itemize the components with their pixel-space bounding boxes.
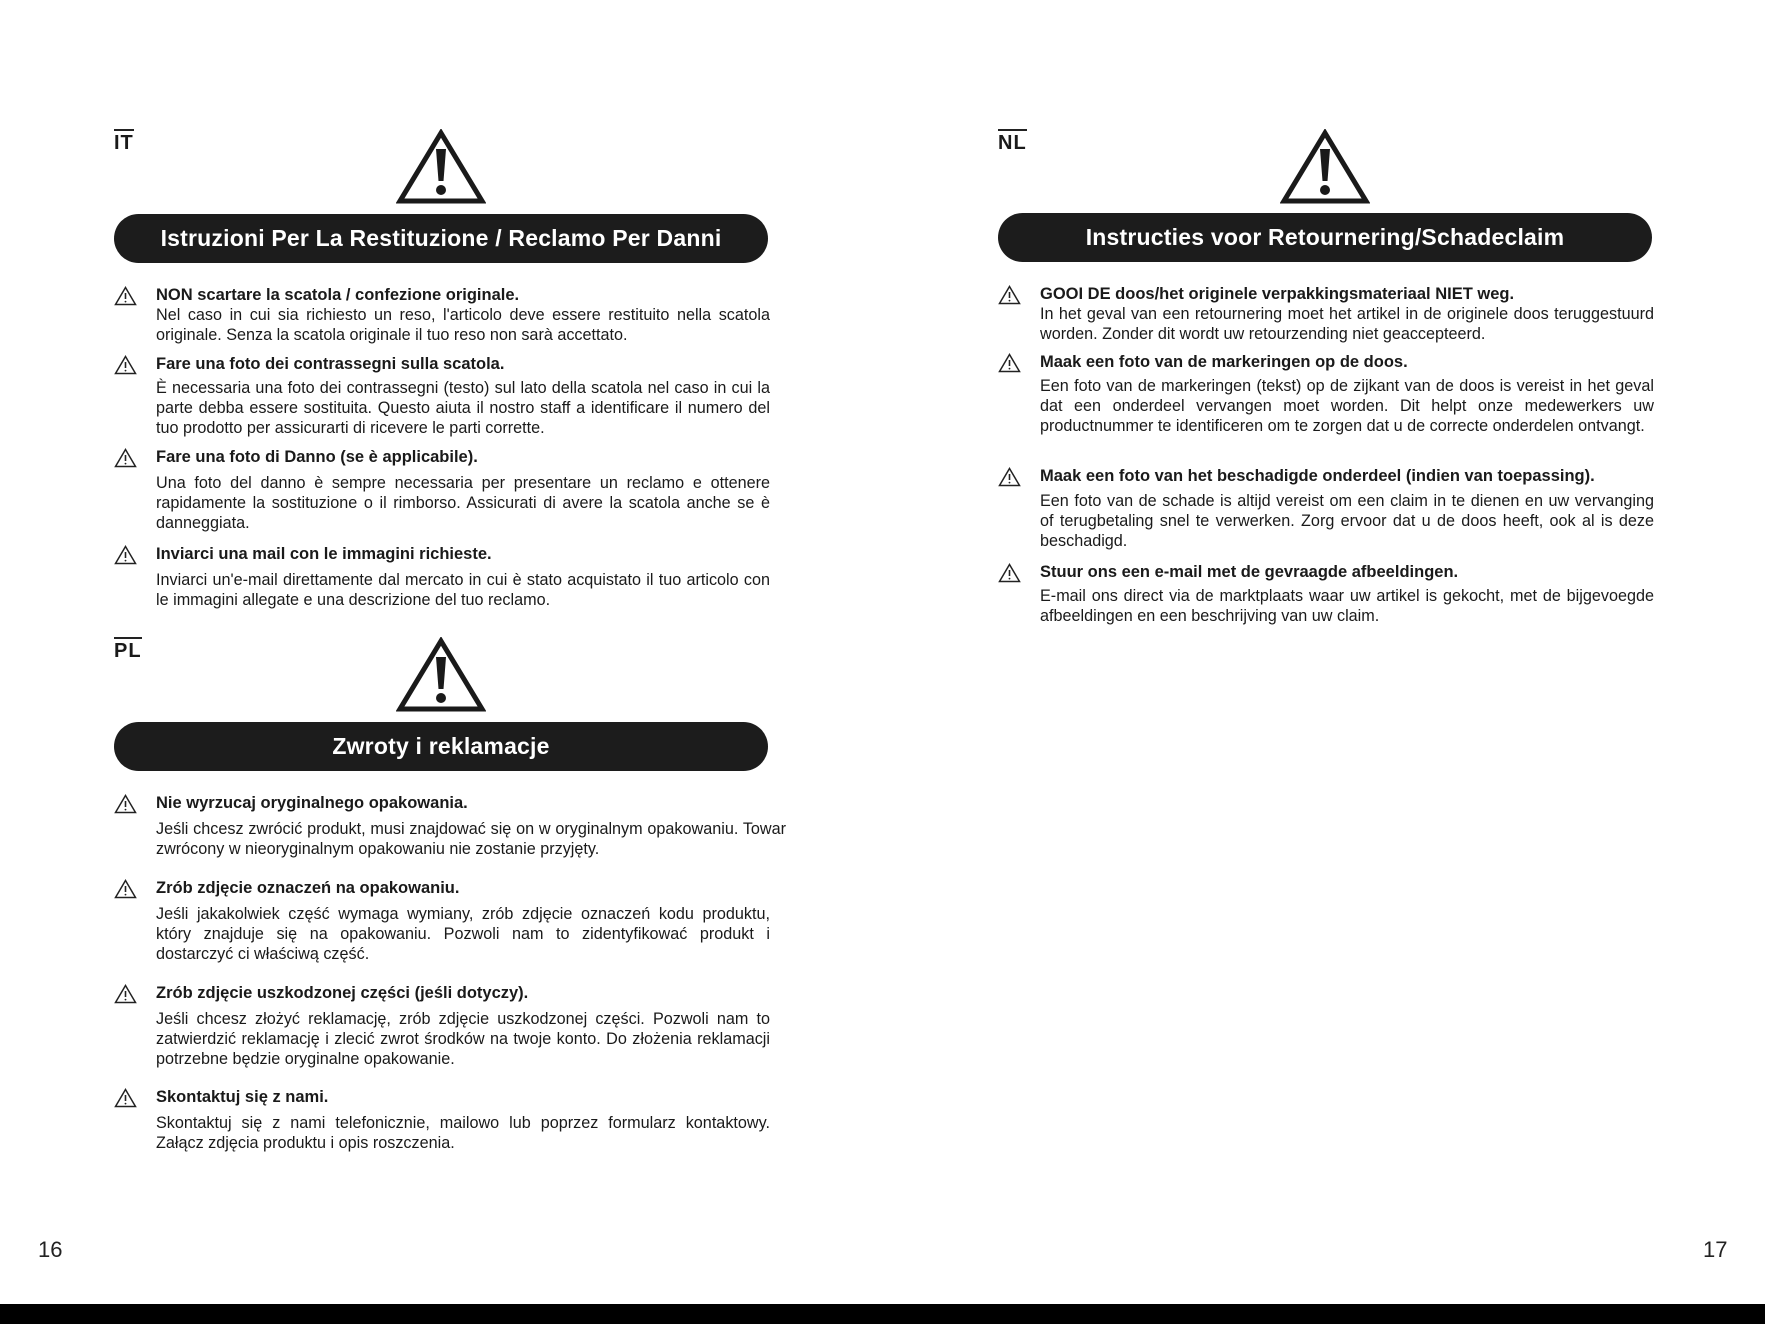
section-title-pl: Zwroty i reklamacje <box>114 722 768 771</box>
warning-triangle-icon <box>114 1088 137 1108</box>
section-title-nl: Instructies voor Retournering/Schadeclaim <box>998 213 1652 262</box>
instruction-body: Nel caso in cui sia richiesto un reso, l'articolo deve essere restituito nella scatola originale. Senza la scatola originale il tuo reso non sarà accettato. <box>156 306 770 345</box>
section-pl <box>114 637 786 1157</box>
large-warning-triangle-icon <box>396 637 486 713</box>
instruction-heading: Nie wyrzucaj oryginalnego opakowania. <box>156 794 468 812</box>
page-number-left: 16 <box>38 1237 63 1262</box>
instruction-body: Een foto van de schade is altijd vereist om een claim in te dienen en uw vervanging of terugbetaling snel te verwerken. Zorg ervoor dat u de doos heeft, ook al is deze beschadigd. <box>1040 492 1654 551</box>
warning-triangle-icon <box>998 467 1021 487</box>
warning-triangle-icon <box>114 448 137 468</box>
instruction-heading: NON scartare la scatola / confezione originale. <box>156 286 520 304</box>
warning-triangle-icon <box>114 984 137 1004</box>
page-number-right: 17 <box>1703 1237 1728 1262</box>
instruction-body: Una foto del danno è sempre necessaria per presentare un reclamo e ottenere rapidamente la sostituzione o il rimborso. Assicurati di avere la scatola anche se è danneggiata. <box>156 474 770 533</box>
warning-triangle-icon <box>114 794 137 814</box>
section-title-it: Istruzioni Per La Restituzione / Reclamo Per Danni <box>114 214 768 263</box>
warning-triangle-icon <box>998 563 1021 583</box>
bottom-edge-band <box>0 1304 1765 1324</box>
warning-triangle-icon <box>998 353 1021 373</box>
warning-triangle-icon <box>114 355 137 375</box>
instruction-body: Een foto van de markeringen (tekst) op de zijkant van de doos is vereist in het geval dat een onderdeel vervangen moet worden. Dit helpt onze medewerkers uw productnummer te identificeren om te zorgen dat u de correcte onderdelen ontvangt. <box>1040 377 1654 436</box>
instruction-heading: Maak een foto van de markeringen op de doos. <box>1040 353 1408 371</box>
warning-triangle-icon <box>998 285 1021 305</box>
instruction-body: Inviarci un'e-mail direttamente dal mercato in cui è stato acquistato il tuo articolo con le immagini allegate e una descrizione del tuo reclamo. <box>156 571 770 610</box>
instruction-heading: Stuur ons een e-mail met de gevraagde afbeeldingen. <box>1040 563 1459 581</box>
instruction-heading: Zrób zdjęcie oznaczeń na opakowaniu. <box>156 879 460 897</box>
large-warning-triangle-icon <box>396 129 486 205</box>
instruction-body: Jeśli chcesz złożyć reklamację, zrób zdjęcie uszkodzonej części. Pozwoli nam to zatwierdzić reklamację i zlecić zwrot środków na twoje konto. Do złożenia reklamacji potrzebne będzie oryginalne opakowanie. <box>156 1010 770 1069</box>
instruction-body: Skontaktuj się z nami telefonicznie, mailowo lub poprzez formularz kontaktowy. Załącz zdjęcia produktu i opis roszczenia. <box>156 1114 770 1153</box>
warning-triangle-icon <box>114 545 137 565</box>
instruction-body: Jeśli chcesz zwrócić produkt, musi znajdować się on w oryginalnym opakowaniu. Towar zwrócony w nieoryginalnym opakowaniu nie zostanie przyjęty. <box>156 820 786 859</box>
section-it <box>114 129 774 609</box>
instruction-heading: GOOI DE doos/het originele verpakkingsmateriaal NIET weg. <box>1040 285 1515 303</box>
large-warning-triangle-icon <box>1280 129 1370 205</box>
warning-triangle-icon <box>114 286 137 306</box>
instruction-heading: Inviarci una mail con le immagini richieste. <box>156 545 492 563</box>
section-nl <box>998 129 1658 649</box>
instruction-heading: Skontaktuj się z nami. <box>156 1088 329 1106</box>
lang-code-nl: NL <box>998 129 1027 153</box>
lang-code-pl: PL <box>114 637 142 661</box>
instruction-heading: Zrób zdjęcie uszkodzonej części (jeśli dotyczy). <box>156 984 529 1002</box>
lang-code-it: IT <box>114 129 134 153</box>
instruction-heading: Fare una foto dei contrassegni sulla scatola. <box>156 355 505 373</box>
instruction-heading: Fare una foto di Danno (se è applicabile). <box>156 448 478 466</box>
instruction-body: È necessaria una foto dei contrassegni (testo) sul lato della scatola nel caso in cui la parte debba essere sostituita. Questo aiuta il nostro staff a identificare il numero del tuo prodotto per assicurarti di ricevere le parti corrette. <box>156 379 770 438</box>
instruction-heading: Maak een foto van het beschadigde onderdeel (indien van toepassing). <box>1040 467 1595 485</box>
instruction-body: In het geval van een retournering moet het artikel in de originele doos teruggestuurd worden. Zonder dit wordt uw retourzending niet geaccepteerd. <box>1040 305 1654 344</box>
instruction-body: Jeśli jakakolwiek część wymaga wymiany, zrób zdjęcie oznaczeń kodu produktu, który znajduje się na opakowaniu. Pozwoli nam to zidentyfikować produkt i dostarczyć ci właściwą część. <box>156 905 770 964</box>
warning-triangle-icon <box>114 879 137 899</box>
instruction-body: E-mail ons direct via de marktplaats waar uw artikel is gekocht, met de bijgevoegde afbeeldingen en een beschrijving van uw claim. <box>1040 587 1654 626</box>
